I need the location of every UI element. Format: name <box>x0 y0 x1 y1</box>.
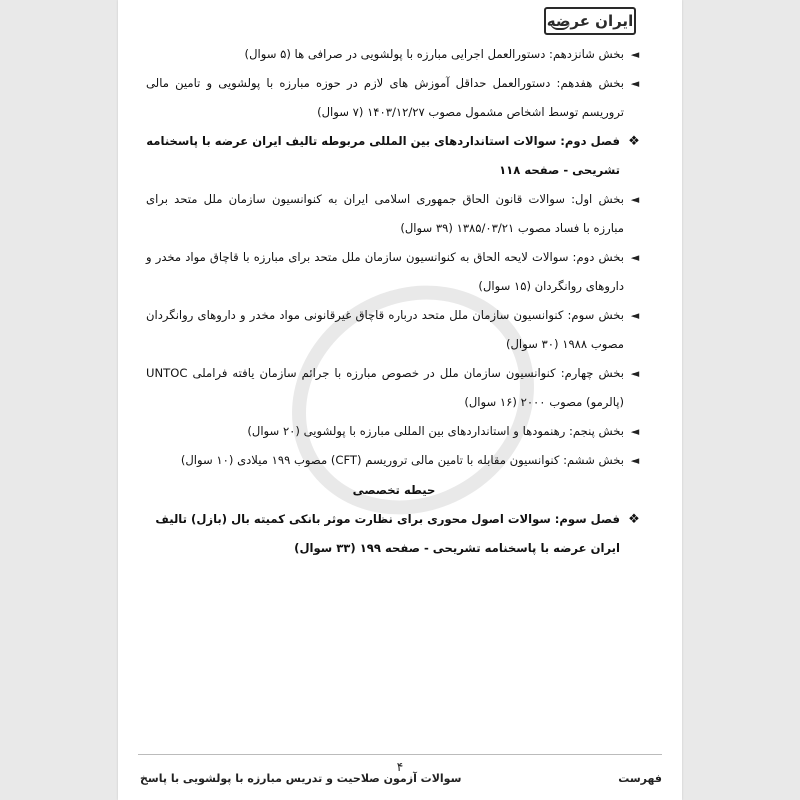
arrow-bullet-icon: ◄ <box>630 251 640 264</box>
list-item <box>146 446 642 475</box>
item-text: فصل دوم: سوالات استانداردهای بین المللی مربوطه تالیف ایران عرضه با پاسخنامه تشریحی - صفحه ۱۱۸ <box>146 134 620 177</box>
arrow-bullet-icon: ◄ <box>630 367 640 380</box>
brand-logo <box>544 7 636 35</box>
item-text: بخش پنجم: رهنمودها و استانداردهای بین المللی مبارزه با پولشویی (۲۰ سوال) <box>247 424 624 438</box>
arrow-bullet-icon: ◄ <box>630 48 640 61</box>
arrow-bullet-icon: ◄ <box>630 309 640 322</box>
arrow-bullet-icon: ◄ <box>630 193 640 206</box>
logo-text: ایران عرضه <box>546 12 634 30</box>
footer-section-title: فهرست <box>618 772 662 785</box>
item-text: بخش هفدهم: دستورالعمل حداقل آموزش های لازم در حوزه مبارزه با پولشویی و تامین مالی تروریسم توسط اشخاص مشمول مصوب ۱۴۰۳/۱۲/۲۷ (۷ سوال) <box>146 76 624 119</box>
item-text: بخش سوم: کنوانسیون سازمان ملل متحد درباره قاچاق غیرقانونی مواد مخدر و داروهای روانگردان مصوب ۱۹۸۸ (۳۰ سوال) <box>146 308 624 351</box>
item-text: بخش اول: سوالات قانون الحاق جمهوری اسلامی ایران به کنوانسیون سازمان ملل متحد برای مبارزه با فساد مصوب ۱۳۸۵/۰۳/۲۱ (۳۹ سوال) <box>146 192 624 235</box>
item-text: بخش دوم: سوالات لایحه الحاق به کنوانسیون سازمان ملل متحد برای مبارزه با قاچاق مواد مخدر و داروهای روانگردان (۱۵ سوال) <box>146 250 624 293</box>
footer-divider <box>138 754 662 755</box>
list-item <box>146 40 642 69</box>
item-text: بخش ششم: کنوانسیون مقابله با تامین مالی تروریسم (CFT) مصوب ۱۹۹ میلادی (۱۰ سوال) <box>180 453 624 467</box>
arrow-bullet-icon: ◄ <box>630 77 640 90</box>
item-text: فصل سوم: سوالات اصول محوری برای نظارت موثر بانکی کمیته بال (بازل) تالیف ایران عرضه با پاسخنامه تشریحی - صفحه ۱۹۹ (۳۳ سوال) <box>155 512 620 555</box>
footer-book-title: سوالات آزمون صلاحیت و تدریس مبارزه با پولشویی با پاسخ <box>140 772 462 785</box>
table-of-contents <box>146 40 642 563</box>
arrow-bullet-icon: ◄ <box>630 425 640 438</box>
item-text: بخش شانزدهم: دستورالعمل اجرایی مبارزه با پولشویی در صرافی ها (۵ سوال) <box>244 47 624 61</box>
diamond-bullet-icon: ❖ <box>628 134 640 149</box>
list-item <box>146 417 642 446</box>
section-title: حیطه تخصصی <box>352 483 436 497</box>
arrow-bullet-icon: ◄ <box>630 454 640 467</box>
page-number: ۴ <box>396 760 404 774</box>
chapter-heading <box>146 127 642 185</box>
list-item <box>146 359 642 417</box>
diamond-bullet-icon: ❖ <box>628 512 640 527</box>
item-text: بخش چهارم: کنوانسیون سازمان ملل در خصوص مبارزه با جرائم سازمان یافته فراملی UNTOC (پالرمو) مصوب ۲۰۰۰ (۱۶ سوال) <box>146 366 624 409</box>
list-item <box>146 301 642 359</box>
chapter-heading <box>146 505 642 563</box>
list-item <box>146 185 642 243</box>
list-item <box>146 243 642 301</box>
list-item <box>146 69 642 127</box>
document-page <box>118 0 682 800</box>
